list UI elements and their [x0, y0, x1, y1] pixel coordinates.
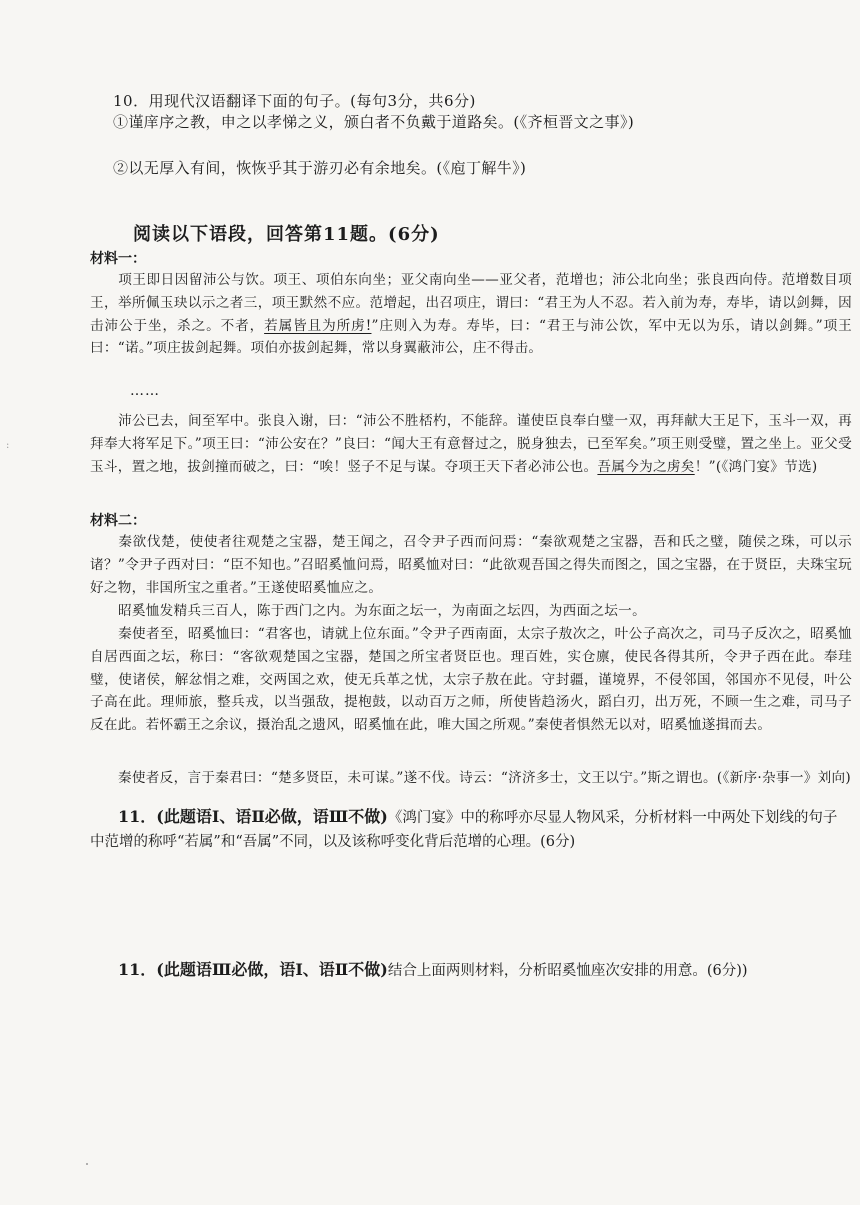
material-1-paragraph-2: [90, 410, 852, 478]
material-2-paragraph-3: [90, 623, 852, 737]
question-11a-lead: 11．(此题语Ⅰ、语Ⅱ必做，语Ⅲ不做): [118, 807, 388, 826]
material-1-p1-text-b: ”庄则入为寿。寿毕，曰：“君王与沛公饮，军中无以为乐，请以剑舞。”项王曰：“诺。”项庄拔剑起舞。项伯亦拔剑起舞，常以身翼蔽沛公，庄不得击。: [90, 317, 852, 357]
reading-section-heading: 阅读以下语段，回答第11题。(6分): [133, 224, 440, 245]
question-11b-lead: 11．(此题语Ⅲ必做，语Ⅰ、语Ⅱ不做): [118, 960, 388, 979]
material-2-paragraph-2: [90, 600, 852, 623]
material-2-label: 材料二：: [90, 513, 146, 529]
material-2-paragraph-4: [90, 767, 852, 790]
underlined-sentence-ruoshu: 若属皆且为所虏!: [264, 317, 372, 334]
question-10-sentence-2: ②以无厚入有间，恢恢乎其于游刃必有余地矣。(《庖丁解牛》): [113, 159, 527, 177]
question-10-title: 10．用现代汉语翻译下面的句子。(每句3分，共6分): [113, 92, 476, 110]
question-11a-text: 《鸿门宴》中的称呼亦尽显人物风采，分析材料一中两处下划线的句子中范增的称呼“若属”和“吾属”不同，以及该称呼变化背后范增的心理。(6分): [90, 810, 838, 850]
binding-margin-mark: :: [6, 440, 10, 451]
material-1-paragraph-1: [90, 269, 852, 360]
material-1-label: 材料一：: [90, 251, 146, 267]
question-11-version-b: [90, 958, 850, 983]
scan-speck: [86, 1163, 88, 1165]
material-1-p1-text-a: 项王即日因留沛公与饮。项王、项伯东向坐；亚父南向坐——亚父者，范增也；沛公北向坐；张良西向侍。范增数目项王，举所佩玉玦以示之者三，项王默然不应。范增起，出召项庄，谓曰：“君王为人不忍。若入前为寿，寿毕，请以剑舞，因击沛公于坐，杀之。不者，: [90, 272, 852, 334]
material-1-p2-text-a: 沛公已去，间至军中。张良入谢，曰：“沛公不胜桮杓，不能辞。谨使臣良奉白璧一双，再拜献大王足下，玉斗一双，再拜奉大将军足下。”项王曰：“沛公安在？”良曰：“闻大王有意督过之，脱身独去，已至军矣。”项王则受璧，置之坐上。亚父受玉斗，置之地，拔剑撞而破之，曰：“唉！竖子不足与谋。夺项王天下者必沛公也。: [90, 413, 852, 475]
question-11-version-a: [90, 805, 850, 854]
material-2-p2-text: 昭奚恤发精兵三百人，陈于西门之内。为东面之坛一，为南面之坛四，为西面之坛一。: [118, 603, 646, 619]
question-11b-text: 结合上面两则材料，分析昭奚恤座次安排的用意。(6分)): [387, 963, 748, 979]
material-2-p4-text: 秦使者反，言于秦君曰：“楚多贤臣，未可谋。”遂不伐。诗云：“济济多士，文王以宁。”斯之谓也。(《新序·杂事一》刘向): [118, 770, 852, 786]
omission-ellipsis: ……: [130, 383, 160, 399]
material-1-p2-text-b: ！”(《鸿门宴》节选): [694, 458, 818, 475]
question-10-sentence-1: ①谨庠序之教，申之以孝悌之义，颁白者不负戴于道路矣。(《齐桓晋文之事》): [113, 113, 635, 131]
underlined-sentence-wushu: 吾属今为之虏矣: [597, 458, 695, 475]
material-2-p1-text: 秦欲伐楚，使使者往观楚之宝器，楚王闻之，召令尹子西而问焉：“秦欲观楚之宝器，吾和氏之璧，随侯之珠，可以示诸？”令尹子西对曰：“臣不知也。”召昭奚恤问焉，昭奚恤对曰：“此欲观吾国之得失而图之，国之宝器，在于贤臣，夫珠宝玩好之物，非国所宝之重者。”王遂使昭奚恤应之。: [90, 534, 852, 596]
material-2-paragraph-1: [90, 531, 852, 599]
material-2-p3-text: 秦使者至，昭奚恤曰：“君客也，请就上位东面。”令尹子西南面，太宗子敖次之，叶公子高次之，司马子反次之，昭奚恤自居西面之坛，称曰：“客欲观楚国之宝器，楚国之所宝者贤臣也。理百姓，实仓廪，使民各得其所，令尹子西在此。奉珪璧，使诸侯，解忿悁之难，交两国之欢，使无兵革之忧，太宗子敖在此。守封疆，谨境界，不侵邻国，邻国亦不见侵，叶公子高在此。理师旅，整兵戎，以当强敌，提枹鼓，以动百万之师，所使皆趋汤火，蹈白刃，出万死，不顾一生之难，司马子反在此。若怀霸王之余议，摄治乱之遗风，昭奚恤在此，唯大国之所观。”秦使者惧然无以对，昭奚恤遂揖而去。: [90, 626, 852, 734]
